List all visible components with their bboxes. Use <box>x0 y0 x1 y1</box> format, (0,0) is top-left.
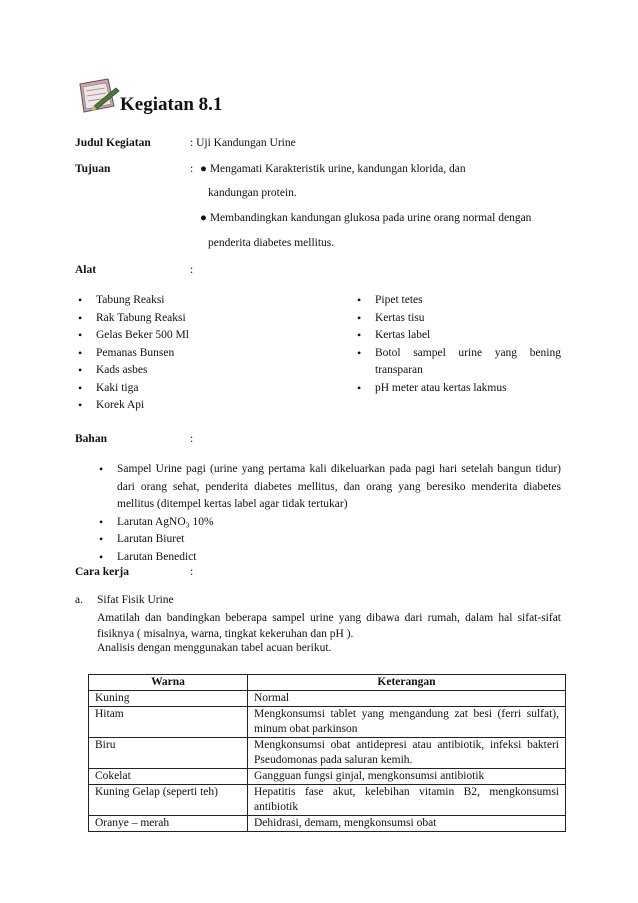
tujuan-item-2-line1: Membandingkan kandungan glukosa pada urine orang normal dengan <box>209 212 532 224</box>
list-item: • Pipet tetes <box>357 292 561 310</box>
list-item: • pH meter atau kertas lakmus <box>357 380 561 398</box>
bahan-colon: : <box>190 433 194 445</box>
tujuan-item-2-line2: penderita diabetes mellitus. <box>208 237 335 249</box>
table-header-warna: Warna <box>89 675 248 691</box>
bullet-icon: ● <box>200 163 207 175</box>
alat-colon: : <box>190 264 194 276</box>
list-item: • Kads asbes <box>78 362 278 380</box>
list-item: • Kertas tisu <box>357 310 561 328</box>
bahan-label: Bahan <box>75 433 107 445</box>
bahan-list <box>99 461 561 566</box>
table-row <box>89 707 566 738</box>
list-item: • Larutan Biuret <box>99 531 561 549</box>
list-item: • Larutan Benedict <box>99 549 561 567</box>
judul-label: Judul Kegiatan <box>75 137 151 149</box>
tujuan-label: Tujuan <box>75 163 111 175</box>
table-row <box>89 769 566 785</box>
urine-color-table <box>88 674 566 832</box>
tujuan-item-1-line2: kandungan protein. <box>208 187 297 199</box>
judul-value: : Uji Kandungan Urine <box>190 137 296 149</box>
table-cell-warna: Biru <box>89 738 248 769</box>
tujuan-item-2 <box>200 212 531 224</box>
alat-list-left <box>78 292 278 415</box>
list-item: • Botol sampel urine yang bening transparan <box>357 345 561 380</box>
table-cell-keterangan: Mengkonsumsi obat antidepresi atau antibiotik, infeksi bakteri Pseudomonas pada saluran kemih. <box>248 738 566 769</box>
table-cell-warna: Cokelat <box>89 769 248 785</box>
list-item: • Tabung Reaksi <box>78 292 278 310</box>
table-cell-keterangan: Dehidrasi, demam, mengkonsumsi obat <box>248 816 566 832</box>
alat-list-right <box>357 292 561 397</box>
table-header-row <box>89 675 566 691</box>
tujuan-item-1-line1: Mengamati Karakteristik urine, kandungan klorida, dan <box>209 163 466 175</box>
bullet-icon: ● <box>200 212 207 224</box>
table-row <box>89 691 566 707</box>
notepad-pencil-icon <box>74 76 122 116</box>
step-marker: a. <box>75 594 83 606</box>
table-cell-keterangan: Gangguan fungsi ginjal, mengkonsumsi antibiotik <box>248 769 566 785</box>
table-cell-keterangan: Normal <box>248 691 566 707</box>
table-cell-warna: Kuning Gelap (seperti teh) <box>89 785 248 816</box>
list-item: • Kertas label <box>357 327 561 345</box>
list-item: • Rak Tabung Reaksi <box>78 310 278 328</box>
table-cell-warna: Hitam <box>89 707 248 738</box>
cara-kerja-colon: : <box>190 566 194 578</box>
step-paragraph: Amatilah dan bandingkan beberapa sampel urine yang dibawa dari rumah, dalam hal sifat-sifat fisiknya ( misalnya, warna, tingkat kekeruhan dan pH ). <box>97 612 561 640</box>
table-cell-keterangan: Hepatitis fase akut, kelebihan vitamin B2, mengkonsumsi antibiotik <box>248 785 566 816</box>
list-item: • Kaki tiga <box>78 380 278 398</box>
table-row <box>89 738 566 769</box>
cara-kerja-label: Cara kerja <box>75 566 129 578</box>
alat-label: Alat <box>75 264 97 276</box>
list-item: • Larutan AgNO₃ 10% <box>99 514 561 532</box>
table-cell-keterangan: Mengkonsumsi tablet yang mengandung zat besi (ferri sulfat), minum obat parkinson <box>248 707 566 738</box>
page-title: Kegiatan 8.1 <box>120 94 223 115</box>
list-item: • Sampel Urine pagi (urine yang pertama kali dikeluarkan pada pagi hari setelah bangun tidur) dari orang sehat, penderita diabetes mellitus, dan orang yang beresiko menderita diabetes mellitus (ditempel kertas label agar tidak tertukar) <box>99 461 561 514</box>
list-item: • Pemanas Bunsen <box>78 345 278 363</box>
step-note: Analisis dengan menggunakan tabel acuan berikut. <box>97 642 332 654</box>
list-item: • Gelas Beker 500 Ml <box>78 327 278 345</box>
tujuan-colon: : <box>190 163 194 175</box>
tujuan-item-1 <box>200 163 466 175</box>
table-row <box>89 785 566 816</box>
table-cell-warna: Oranye – merah <box>89 816 248 832</box>
table-row <box>89 816 566 832</box>
table-cell-warna: Kuning <box>89 691 248 707</box>
table-header-keterangan: Keterangan <box>248 675 566 691</box>
step-title: Sifat Fisik Urine <box>97 594 174 606</box>
list-item: • Korek Api <box>78 397 278 415</box>
